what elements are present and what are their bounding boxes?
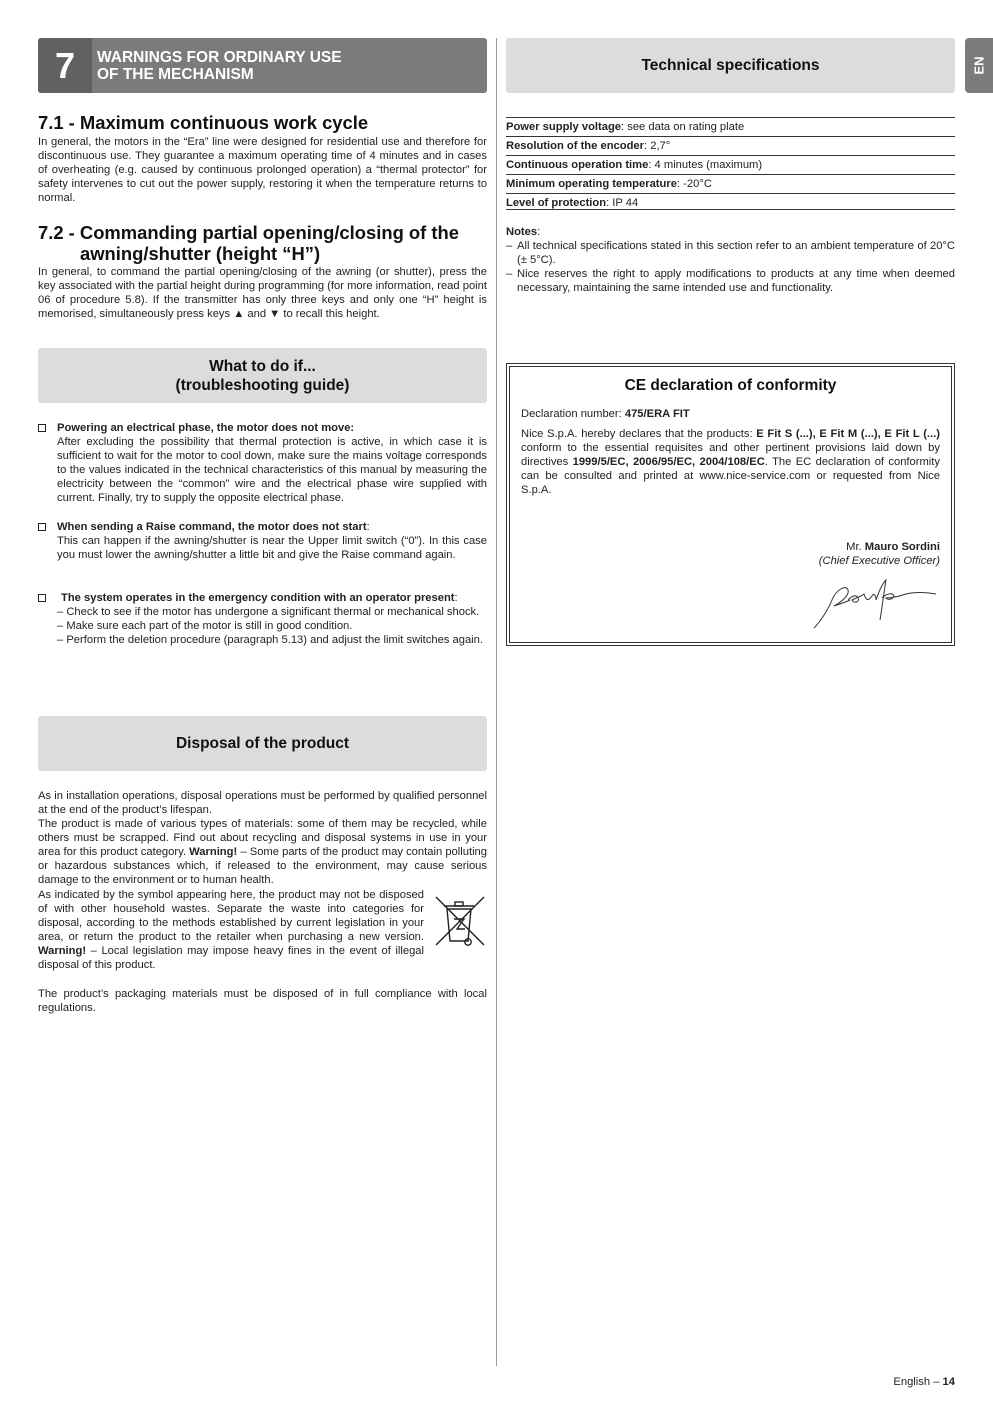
page-footer — [880, 1375, 955, 1389]
troubleshooting-title-line1: What to do if... — [209, 358, 316, 375]
ce-title: CE declaration of conformity — [624, 377, 837, 394]
disposal-header: Disposal of the product — [38, 716, 487, 771]
note-item: – Nice reserves the right to apply modifications to products at any time when deemed necessary, maintaining the same intended use and functionality. — [506, 268, 955, 295]
troubleshooting-item-title: Powering an electrical phase, the motor does not move: — [57, 422, 355, 434]
spec-table-bottom-rule — [506, 209, 955, 210]
troubleshooting-item — [38, 591, 487, 691]
troubleshooting-header — [38, 348, 487, 403]
notes-label: Notes — [506, 226, 538, 238]
heading-7-1: 7.1 - Maximum continuous work cycle — [38, 112, 369, 133]
column-divider — [496, 38, 497, 1366]
ce-declaration-number: Declaration number: 475/ERA FIT — [521, 408, 690, 420]
disposal-paragraph-1: As in installation operations, disposal operations must be performed by qualified personnel at the end of the product’s lifespan. — [38, 790, 487, 817]
troubleshooting-title-line2: (troubleshooting guide) — [175, 377, 350, 394]
disposal-paragraph-3: As indicated by the symbol appearing here, the product may not be disposed of with other household wastes. Separate the waste into categories for disposal, according to the methods established by current legislation in your area, or return the product to the retailer when purchasing a new version. Warning! – Local legislation may impose heavy fines in the event of illegal disposal of this product. — [38, 889, 425, 972]
tech-specs-header: Technical specifications — [506, 38, 955, 93]
troubleshooting-item-colon: : — [366, 521, 370, 533]
language-tab — [965, 38, 993, 93]
language-tab-label: EN — [971, 56, 987, 75]
paragraph-7-2: In general, to command the partial opening/closing of the awning (or shutter), press the key associated with the partial height during programming (for more information, read point 06 of procedure 5.8). If the transmitter has only three keys and only one “H” height is memorised, simultaneously press keys ▲ and ▼ to recall this height. — [38, 266, 487, 321]
section-title-line1: WARNINGS FOR ORDINARY USE — [97, 49, 342, 66]
troubleshooting-item-body: This can happen if the awning/shutter is near the Upper limit switch (“0”). In this case you must lower the awning/shutter a little bit and give the Raise command again. — [57, 535, 487, 562]
notes: Notes: – All technical specifications stated in this section refer to an ambient temperature of 20°C (± 5°C). – Nice reserves the right to apply modifications to products at any time when deemed necessary, maintaining the same intended use and functionality. — [506, 226, 955, 295]
paragraph-7-1: In general, the motors in the “Era” line were designed for residential use and therefore for discontinuous use. They guarantee a maximum operating time of 4 minutes and in cases of overheating (e.g. caused by continuous prolonged operation) a “thermal protector” for safety intervenes to cut out the power supply, restoring it when the temperature returns to normal. — [38, 136, 487, 205]
troubleshooting-line: – Make sure each part of the motor is still in good condition. — [57, 620, 353, 633]
signature-image — [810, 574, 940, 632]
disposal-paragraph-2: The product is made of various types of materials: some of them may be recycled, while others must be scrapped. Find out about recycling and disposal systems in use in your area for this product category. Warning! – Some parts of the product may contain polluting or hazardous substances which, if released to the environment, may cause serious damage to the environment or to human health. — [38, 818, 487, 887]
ce-declaration-box — [506, 363, 955, 646]
ce-signer-role: (Chief Executive Officer) — [818, 555, 940, 567]
ce-declaration-text: Nice S.p.A. hereby declares that the products: E Fit S (...), E Fit M (...), E Fit L (...) conform to the essential requisites and other pertinent provisions laid down by directives 1999/5/EC, 2006/95/EC, 2004/108/EC. The EC declaration of conformity can be consulted and printed at www.nice-service.com or requested from Nice S.p.A. — [521, 428, 940, 497]
section-header — [38, 38, 487, 93]
note-item: – All technical specifications stated in this section refer to an ambient temperature of 20°C (± 5°C). — [506, 240, 955, 267]
heading-7-2-line1: 7.2 - Commanding partial opening/closing of the — [38, 222, 459, 243]
spec-row: Resolution of the encoder: 2,7° — [506, 136, 955, 155]
checkbox-square-icon — [38, 424, 46, 432]
troubleshooting-item-colon: : — [454, 592, 458, 604]
troubleshooting-item-body: After excluding the possibility that thermal protection is active, in which case it is sufficient to wait for the motor to cool down, make sure the mains voltage corresponds to the values indicated in the technical characteristics of this manual by measuring the electricity between the “common” wire and the electrical phase wire supplied with current. Finally, try to supply the opposite electrical phase. — [57, 436, 487, 505]
spec-row: Minimum operating temperature: -20°C — [506, 174, 955, 193]
troubleshooting-item — [38, 421, 487, 511]
ce-signer: Mr. Mauro Sordini — [846, 541, 940, 553]
spec-row: Level of protection: IP 44 — [506, 193, 955, 212]
crossed-out-bin-icon — [430, 893, 488, 951]
troubleshooting-item-title: The system operates in the emergency condition with an operator present — [61, 592, 455, 604]
heading-7-2 — [38, 222, 487, 264]
troubleshooting-line: – Check to see if the motor has undergone a significant thermal or mechanical shock. — [57, 606, 480, 619]
section-title — [97, 49, 342, 83]
warning-label: Warning! — [38, 945, 87, 958]
heading-7-2-line2: awning/shutter (height “H”) — [80, 243, 321, 264]
section-number: 7 — [38, 38, 92, 93]
spec-row: Power supply voltage: see data on rating plate — [506, 117, 955, 136]
footer-language: English – — [893, 1376, 943, 1388]
disposal-paragraph-4: The product’s packaging materials must be disposed of in full compliance with local regulations. — [38, 988, 487, 1015]
page-number: 14 — [942, 1376, 955, 1388]
section-title-line2: OF THE MECHANISM — [97, 66, 254, 83]
checkbox-square-icon — [38, 594, 46, 602]
warning-label: Warning! — [189, 846, 238, 859]
spec-row: Continuous operation time: 4 minutes (maximum) — [506, 155, 955, 174]
troubleshooting-item — [38, 520, 487, 580]
troubleshooting-item-title: When sending a Raise command, the motor does not start — [57, 521, 367, 533]
troubleshooting-line: – Perform the deletion procedure (paragraph 5.13) and adjust the limit switches again. — [57, 634, 483, 647]
checkbox-square-icon — [38, 523, 46, 531]
